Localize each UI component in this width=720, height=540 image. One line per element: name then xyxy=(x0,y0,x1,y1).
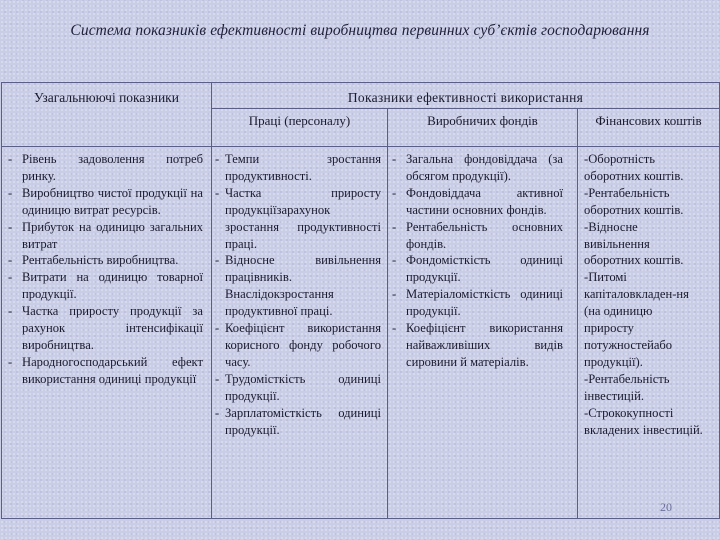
list-item: - Витрати на одиницю товарної продукції. xyxy=(2,269,211,303)
page-number: 20 xyxy=(660,500,672,514)
list-item: -Оборотність оборотних коштів. xyxy=(584,152,684,183)
list-item: - Коефіцієнт використання корисного фонду робочого часу. xyxy=(212,320,387,371)
header-labor: Праці (персоналу) xyxy=(212,109,388,147)
list-item: - Темпи зростання продуктивності. xyxy=(212,151,387,185)
indicators-table xyxy=(1,82,720,519)
list-item: - Рентабельність виробництва. xyxy=(2,252,211,269)
list-item: - Відносне вивільнення працівників. Внаслідокзростання продуктивної праці. xyxy=(212,252,387,320)
list-item: - Прибуток на одиницю загальних витрат xyxy=(2,219,211,253)
list-item: - Рівень задоволення потреб ринку. xyxy=(2,151,211,185)
list-item: - Фондовіддача активної частини основних фондів. xyxy=(388,185,577,219)
header-fixed-assets: Виробничих фондів xyxy=(388,109,578,147)
list-item: - Фондомісткість одиниці продукції. xyxy=(388,252,577,286)
list-item: - Частка приросту продукції за рахунок інтенсифікації виробництва. xyxy=(2,303,211,354)
list-item: -Рентабельність інвестицій. xyxy=(584,371,670,403)
financial-indicators-list xyxy=(578,151,719,438)
fixed-assets-indicators-list xyxy=(388,151,577,371)
labor-indicators-cell xyxy=(212,147,388,519)
list-item: - Трудомісткість одиниці продукції. xyxy=(212,371,387,405)
general-indicators-list xyxy=(2,151,211,388)
general-indicators-cell xyxy=(2,147,212,519)
list-item: - Матеріаломісткість одиниці продукції. xyxy=(388,286,577,320)
labor-indicators-list xyxy=(212,151,387,438)
header-general-indicators: Узагальнюючі показники xyxy=(2,83,212,147)
header-financial: Фінансових коштів xyxy=(578,109,720,147)
list-item: -Рентабельність оборотних коштів. xyxy=(584,185,684,217)
list-item: - Народногосподарський ефект використання одиниці продукції xyxy=(2,354,211,388)
list-item: - Рентабельність основних фондів. xyxy=(388,219,577,253)
slide-title: Система показників ефективності виробництва первинних суб’єктів господарювання xyxy=(70,22,650,39)
financial-indicators-cell xyxy=(578,147,720,519)
header-usage-indicators: Показники ефективності використання xyxy=(212,83,720,109)
list-item: - Частка приросту продукціїзарахунок зростання продуктивності праці. xyxy=(212,185,387,253)
list-item: - Загальна фондовіддача (за обсягом продукції). xyxy=(388,151,577,185)
list-item: -Стрококупності вкладених інвестицій. xyxy=(584,405,703,437)
list-item: - Зарплатомісткість одиниці продукції. xyxy=(212,405,387,439)
list-item: - Коефіцієнт використання найважливіших видів сировини й матеріалів. xyxy=(388,320,577,371)
list-item: -Питомі капіталовкладен-ня (на одиницю приросту потужностейабо продукції). xyxy=(584,270,689,369)
list-item: -Відносне вивільнення оборотних коштів. xyxy=(584,219,684,268)
list-item: - Виробництво чистої продукції на одиницю витрат ресурсів. xyxy=(2,185,211,219)
fixed-assets-indicators-cell xyxy=(388,147,578,519)
